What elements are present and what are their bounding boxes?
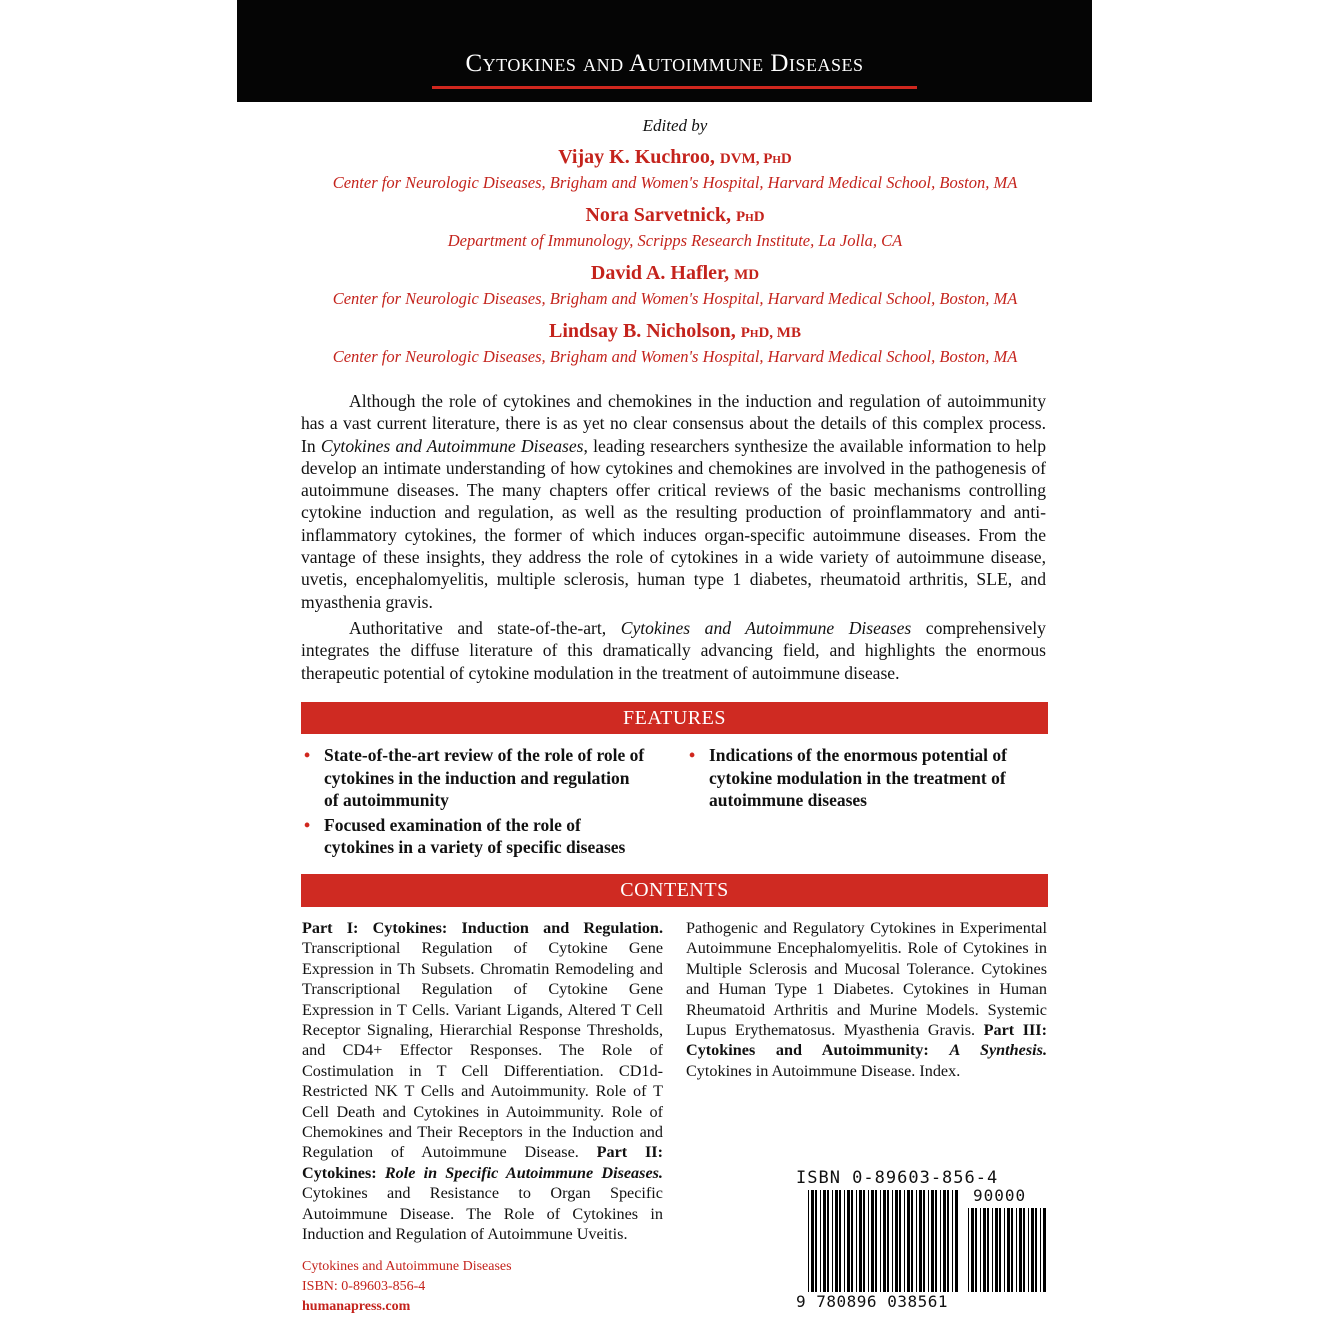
barcode-bar — [1023, 1208, 1025, 1292]
barcode-bar — [827, 1190, 829, 1292]
contents-heading: CONTENTS — [301, 874, 1048, 907]
barcode-ean-digits: 9 780896 038561 — [796, 1292, 948, 1311]
bullet-icon: • — [304, 745, 311, 765]
book-title: Cytokines and Autoimmune Diseases — [465, 50, 864, 77]
part-label: Part II: Cytokines: — [302, 1143, 663, 1182]
barcode-bar — [1035, 1208, 1037, 1292]
barcode-bar — [1007, 1208, 1010, 1292]
barcode-bar — [1028, 1208, 1029, 1292]
barcode-bar — [839, 1190, 841, 1292]
barcode-bar — [1019, 1208, 1022, 1292]
editor-name-text: David A. Hafler, — [590, 262, 730, 284]
publisher-footer — [302, 1257, 512, 1317]
edited-by-label: Edited by — [642, 116, 708, 135]
barcode-bar — [1040, 1208, 1041, 1292]
barcode-bar — [847, 1190, 850, 1292]
description-paragraph — [301, 617, 1046, 684]
barcode-bar — [1004, 1208, 1005, 1292]
description-book-title: Cytokines and Autoimmune Diseases — [320, 435, 584, 456]
book-description — [301, 390, 1046, 688]
editor-name-text: Nora Sarvetnick, — [585, 204, 731, 226]
barcode-bar — [832, 1190, 833, 1292]
barcode-bar — [871, 1190, 874, 1292]
barcode-bar — [923, 1190, 925, 1292]
barcode-bar — [895, 1190, 898, 1292]
editor-affiliation: Department of Immunology, Scripps Research Institute, La Jolla, CA — [447, 231, 903, 250]
editor-name-text: Vijay K. Kuchroo, — [558, 146, 715, 168]
barcode-addon-bars — [968, 1208, 1048, 1292]
feature-item — [687, 744, 1027, 812]
barcode-bar — [835, 1190, 838, 1292]
barcode-bar — [907, 1190, 910, 1292]
barcode-bar — [928, 1190, 929, 1292]
feature-text: Focused examination of the role of cytokines in a variety of specific diseases — [324, 814, 626, 857]
editor-name — [237, 318, 1113, 346]
barcode-bar — [887, 1190, 889, 1292]
barcode-bar — [940, 1190, 941, 1292]
barcode-bar — [880, 1190, 881, 1292]
features-left-column — [302, 744, 647, 861]
barcode-bar — [808, 1190, 809, 1292]
barcode-bar — [1016, 1208, 1017, 1292]
editor-credentials: MD — [734, 267, 760, 283]
editor-credentials: PhD — [735, 209, 765, 225]
features-right-column — [687, 744, 1027, 814]
barcode-bar — [883, 1190, 886, 1292]
part-label: Part III: Cytokines and Autoimmunity: — [686, 1021, 1047, 1060]
isbn-barcode — [796, 1168, 1054, 1318]
cover-header-band — [237, 0, 1092, 102]
feature-item — [302, 814, 647, 859]
contents-right-column — [686, 918, 1047, 1081]
barcode-bar — [820, 1190, 821, 1292]
barcode-bar — [811, 1190, 814, 1292]
contents-text: Cytokines and Resistance to Organ Specific Autoimmune Disease. The Role of Cytokines in Induction and Regulation of Autoimmune Uveitis. — [302, 1184, 663, 1244]
editor-name — [237, 260, 1113, 288]
barcode-bar — [892, 1190, 893, 1292]
barcode-bar — [916, 1190, 917, 1292]
barcode-bar — [919, 1190, 922, 1292]
editor-affiliation: Center for Neurologic Diseases, Brigham and Women's Hospital, Harvard Medical School, Boston, MA — [332, 289, 1018, 308]
features-heading: FEATURES — [301, 702, 1048, 734]
footer-title: Cytokines and Autoimmune Diseases — [302, 1259, 512, 1274]
contents-text: Pathogenic and Regulatory Cytokines in Experimental Autoimmune Encephalomyelitis. Role of Cytokines in Multiple Sclerosis and Mucosal Tolerance. Cytokines and Human Type 1 Diabetes. Cytokines in Human Rheumatoid Arthritis and Murine Models. Systemic Lupus Erythematosus. Myasthenia Gravis. — [686, 919, 1047, 1040]
barcode-bar — [947, 1190, 949, 1292]
feature-text: State-of-the-art review of the role of role of cytokines in the induction and regulation of autoimmunity — [324, 745, 645, 810]
part-label-italic: Role in Specific Autoimmune Diseases. — [384, 1163, 663, 1182]
part-label-italic: A Synthesis. — [949, 1041, 1048, 1060]
feature-text: Indications of the enormous potential of cytokine modulation in the treatment of autoimmune diseases — [709, 745, 1007, 810]
barcode-bar — [1043, 1208, 1046, 1292]
barcode-isbn-label: ISBN 0-89603-856-4 — [796, 1168, 999, 1188]
bullet-icon: • — [689, 745, 696, 765]
barcode-bar — [935, 1190, 937, 1292]
barcode-bar — [1031, 1208, 1034, 1292]
barcode-bar — [987, 1208, 989, 1292]
description-book-title: Cytokines and Autoimmune Diseases — [620, 617, 912, 638]
description-text: Although the role of cytokines and chemokines in the induction and regulation of autoimmunity has a vast current literature, there is as yet no clear consensus about the details of this complex process. In — [301, 391, 1046, 456]
editors-block — [237, 116, 1113, 376]
title-underline — [432, 86, 917, 89]
description-paragraph — [301, 390, 1046, 613]
barcode-bar — [999, 1208, 1001, 1292]
barcode-bar — [983, 1208, 986, 1292]
editor-affiliation: Center for Neurologic Diseases, Brigham and Women's Hospital, Harvard Medical School, Boston, MA — [332, 347, 1018, 366]
editor-affiliation: Center for Neurologic Diseases, Brigham and Women's Hospital, Harvard Medical School, Boston, MA — [332, 173, 1018, 192]
bullet-icon: • — [304, 814, 311, 835]
barcode-bar — [971, 1208, 974, 1292]
barcode-bar — [943, 1190, 946, 1292]
description-text: Authoritative and state-of-the-art, — [349, 617, 621, 638]
barcode-bar — [955, 1190, 958, 1292]
footer-url: humanapress.com — [302, 1299, 411, 1314]
editor-credentials: DVM, PhD — [719, 151, 792, 167]
barcode-bar — [851, 1190, 853, 1292]
barcode-bar — [1011, 1208, 1013, 1292]
editor-name — [237, 144, 1113, 172]
barcode-bar — [992, 1208, 993, 1292]
editor-credentials: PhD, MB — [740, 325, 801, 341]
description-text: , leading researchers synthesize the available information to help develop an intimate understanding of how cytokines and chemokines are involved in the pathogenesis of autoimmune diseases. The many chapters offer critical reviews of the basic mechanisms controlling cytokine induction and regulation, as well as the resulting production of proinflammatory and anti-inflammatory cytokines, the former of which induces organ-specific autoimmune diseases. From the vantage of these insights, they address the role of cytokines in a wide variety of autoimmune disease, uvetis, encephalomyelitis, multiple sclerosis, human type 1 diabetes, rheumatoid arthritis, SLE, and myasthenia gravis. — [301, 435, 1046, 612]
barcode-bar — [863, 1190, 865, 1292]
barcode-bar — [815, 1190, 817, 1292]
editor-name — [237, 202, 1113, 230]
barcode-bar — [856, 1190, 857, 1292]
barcode-bar — [975, 1208, 977, 1292]
barcode-bar — [931, 1190, 934, 1292]
barcode-bar — [995, 1208, 998, 1292]
barcode-bar — [968, 1208, 969, 1292]
contents-left-column — [302, 918, 663, 1245]
barcode-bar — [823, 1190, 826, 1292]
barcode-price-code: 90000 — [973, 1186, 1027, 1205]
barcode-bar — [911, 1190, 913, 1292]
description-text: comprehensively integrates the diffuse literature of this dramatically advancing field, and highlights the enormous therapeutic potential of cytokine modulation in the treatment of autoimmune disease. — [301, 617, 1046, 683]
barcode-bar — [875, 1190, 877, 1292]
footer-isbn: ISBN: 0-89603-856-4 — [302, 1279, 426, 1294]
barcode-bar — [844, 1190, 845, 1292]
part-label: Part I: Cytokines: Induction and Regulation. — [302, 919, 663, 937]
barcode-bar — [980, 1208, 981, 1292]
barcode-bar — [904, 1190, 905, 1292]
barcode-bar — [868, 1190, 869, 1292]
editor-name-text: Lindsay B. Nicholson, — [549, 320, 736, 342]
barcode-bar — [952, 1190, 953, 1292]
contents-text: Transcriptional Regulation of Cytokine Gene Expression in Th Subsets. Chromatin Remodeling and Transcriptional Regulation of Cytokine Gene Expression in T Cells. Variant Ligands, Altered T Cell Receptor Signaling, Hierarchial Response Thresholds, and CD4+ Effector Responses. The Role of Costimulation in T Cell Differentiation. CD1d-Restricted NK T Cells and Autoimmunity. Role of T Cell Death and Cytokines in Autoimmunity. Role of Chemokines and Their Receptors in the Induction and Regulation of Autoimmune Disease. — [302, 939, 663, 1162]
contents-text: Cytokines in Autoimmune Disease. Index. — [686, 1061, 961, 1080]
feature-item — [302, 744, 647, 812]
barcode-bar — [859, 1190, 862, 1292]
barcode-bar — [899, 1190, 901, 1292]
barcode-main-bars — [808, 1190, 960, 1292]
